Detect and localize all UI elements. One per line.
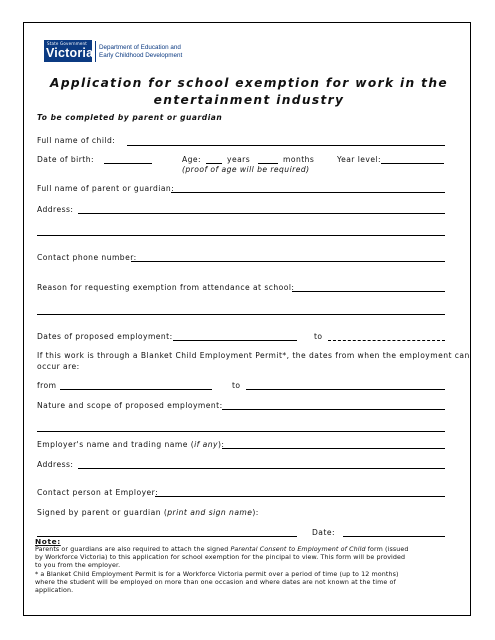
dates-label: Dates of proposed employment: — [37, 332, 173, 341]
reason-field-line-2[interactable] — [37, 314, 445, 315]
form-border — [23, 22, 471, 616]
dates-to-label: to — [314, 332, 323, 341]
reason-field[interactable] — [292, 291, 445, 292]
age-months-field[interactable] — [258, 163, 278, 164]
dates-from-field[interactable] — [173, 340, 297, 341]
date-label: Date: — [312, 528, 335, 537]
form-subheading: To be completed by parent or guardian — [37, 113, 223, 122]
age-years-field[interactable] — [206, 163, 222, 164]
logo-divider — [95, 41, 96, 62]
note-line-6: application. — [35, 587, 74, 595]
nature-field[interactable] — [222, 409, 445, 410]
year-level-field[interactable] — [381, 163, 444, 164]
permit-from-field[interactable] — [60, 389, 212, 390]
logo-victoria-text: Victoria — [46, 46, 94, 60]
signature-field[interactable] — [37, 536, 297, 537]
year-level-label: Year level: — [337, 155, 382, 164]
months-label: months — [283, 155, 315, 164]
permit-to-label: to — [232, 381, 241, 390]
logo-state-label: State Government — [47, 41, 88, 46]
address-field-line-2[interactable] — [37, 235, 445, 236]
address-label: Address: — [37, 205, 74, 214]
phone-field[interactable] — [131, 261, 445, 262]
phone-label: Contact phone number: — [37, 253, 137, 262]
child-name-field[interactable] — [127, 145, 445, 146]
note-line-3: to you from the employer. — [35, 562, 121, 570]
nature-label: Nature and scope of proposed employment: — [37, 401, 223, 410]
employer-address-field[interactable] — [78, 468, 445, 469]
nature-field-line-2[interactable] — [37, 431, 445, 432]
note-line-1: Parents or guardians are also required to attach the signed Parental Consent to Employment of Child form (issued — [35, 546, 409, 553]
years-label: years — [227, 155, 251, 164]
reason-label: Reason for requesting exemption from attendance at school: — [37, 283, 295, 292]
note-text — [35, 546, 465, 595]
contact-person-field[interactable] — [155, 496, 445, 497]
department-name — [99, 44, 182, 60]
department-line-2: Early Childhood Development — [99, 52, 183, 59]
employer-name-field[interactable] — [222, 448, 445, 449]
employer-address-label: Address: — [37, 460, 74, 469]
dates-to-field[interactable] — [328, 340, 445, 341]
form-title-line-2: entertainment industry — [153, 93, 345, 107]
permit-text-line-2: occur are: — [37, 362, 80, 371]
dob-label: Date of birth: — [37, 155, 94, 164]
note-line-2: by Workforce Victoria) to this application for school exemption for the pincipal to view. This form will be provided — [35, 554, 406, 562]
note-line-5: where the student will be employed on more than one occasion and where dates are not known at the time of — [35, 578, 396, 586]
note-line-4: * a Blanket Child Employment Permit is for a Workforce Victoria permit over a period of time (up to 12 months) — [35, 570, 399, 578]
dob-field[interactable] — [104, 163, 152, 164]
department-line-1: Department of Education and — [99, 44, 181, 51]
address-field[interactable] — [78, 213, 445, 214]
form-title-line-1: Application for school exemption for work in the — [50, 76, 448, 90]
note-heading: Note: — [35, 537, 61, 546]
age-label: Age: — [182, 155, 202, 164]
parent-name-label: Full name of parent or guardian: — [37, 184, 175, 193]
contact-person-label: Contact person at Employer: — [37, 488, 159, 497]
employer-name-label: Employer's name and trading name (if any): — [37, 440, 225, 449]
permit-from-label: from — [37, 381, 57, 390]
permit-text-line-1: If this work is through a Blanket Child Employment Permit*, the dates from when the employment can — [37, 351, 470, 360]
proof-of-age-note: (proof of age will be required) — [182, 165, 310, 174]
permit-to-field[interactable] — [246, 389, 445, 390]
signed-label: Signed by parent or guardian (print and sign name): — [37, 508, 259, 517]
date-field[interactable] — [343, 536, 445, 537]
child-name-label: Full name of child: — [37, 136, 116, 145]
parent-name-field[interactable] — [171, 192, 445, 193]
